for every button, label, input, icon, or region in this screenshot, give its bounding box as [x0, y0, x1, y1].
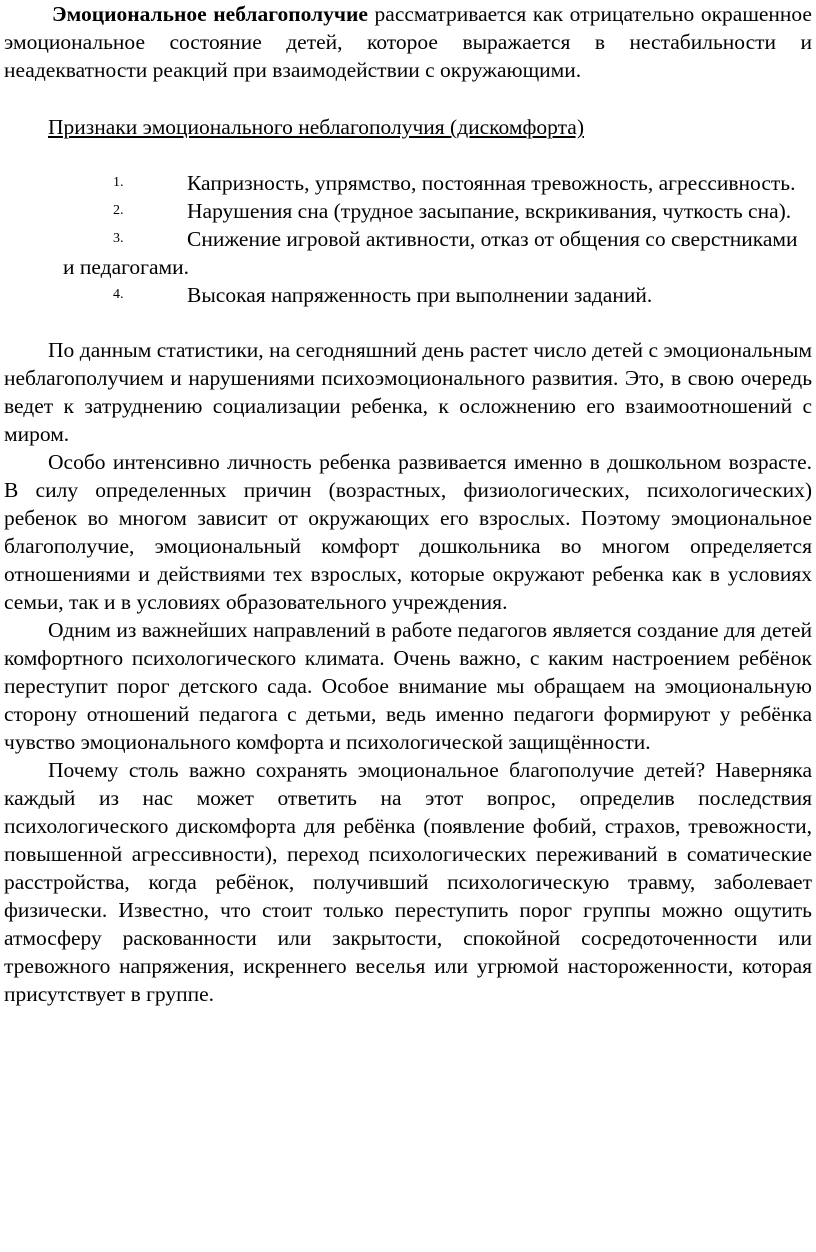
list-item	[63, 169, 812, 197]
signs-list	[4, 169, 812, 309]
signs-heading: Признаки эмоционального неблагополучия (дискомфорта)	[48, 115, 584, 139]
body-text	[4, 336, 812, 1008]
list-item	[63, 225, 812, 281]
list-item-number: 3.	[113, 231, 124, 246]
list-item-number: 2.	[113, 203, 124, 218]
list-item-number: 1.	[113, 175, 124, 190]
list-item-text: Нарушения сна (трудное засыпание, вскрикивания, чуткость сна).	[187, 199, 792, 223]
list-item	[63, 197, 812, 225]
list-item-text: Капризность, упрямство, постоянная тревожность, агрессивность.	[187, 171, 796, 195]
body-paragraph: Одним из важнейших направлений в работе педагогов является создание для детей комфортного психологического климата. Очень важно, с каким настроением ребёнок переступит порог детского сада. Особое внимание мы обращаем на эмоциональную сторону отношений педагога с детьми, ведь именно педагоги формируют у ребёнка чувство эмоционального комфорта и психологической защищённости.	[4, 618, 812, 754]
list-item	[63, 281, 812, 309]
list-item-text: Высокая напряженность при выполнении заданий.	[187, 283, 653, 307]
intro-paragraph	[4, 0, 812, 84]
body-paragraph: Почему столь важно сохранять эмоциональное благополучие детей? Наверняка каждый из нас может ответить на этот вопрос, определив последствия психологического дискомфорта для ребёнка (появление фобий, страхов, тревожности, повышенной агрессивности), переход психологических переживаний в соматические расстройства, когда ребёнок, получивший психологическую травму, заболевает физически. Известно, что стоит только переступить порог группы можно ощутить атмосферу раскованности или закрытости, спокойной сосредоточенности или тревожного напряжения, искреннего веселья или угрюмой настороженности, которая присутствует в группе.	[4, 758, 812, 1006]
body-paragraph: По данным статистики, на сегодняшний день растет число детей с эмоциональным неблагополучием и нарушениями психоэмоционального развития. Это, в свою очередь ведет к затруднению социализации ребенка, к осложнению его взаимоотношений с миром.	[4, 338, 812, 446]
list-item-number: 4.	[113, 287, 124, 302]
intro-term: Эмоциональное неблагополучие	[52, 2, 368, 26]
body-paragraph: Особо интенсивно личность ребенка развивается именно в дошкольном возрасте. В силу определенных причин (возрастных, физиологических, психологических) ребенок во многом зависит от окружающих его взрослых. Поэтому эмоциональное благополучие, эмоциональный комфорт дошкольника во многом определяется отношениями и действиями тех взрослых, которые окружают ребенка как в условиях семьи, так и в условиях образовательного учреждения.	[4, 450, 812, 614]
intro-text: рассматривается как отрицательно окрашенное эмоциональное состояние детей, которое выражается в нестабильности и неадекватности реакций при взаимодействии с окружающими.	[4, 2, 812, 82]
list-item-text: Снижение игровой активности, отказ от общения со сверстниками и педагогами.	[63, 227, 798, 279]
